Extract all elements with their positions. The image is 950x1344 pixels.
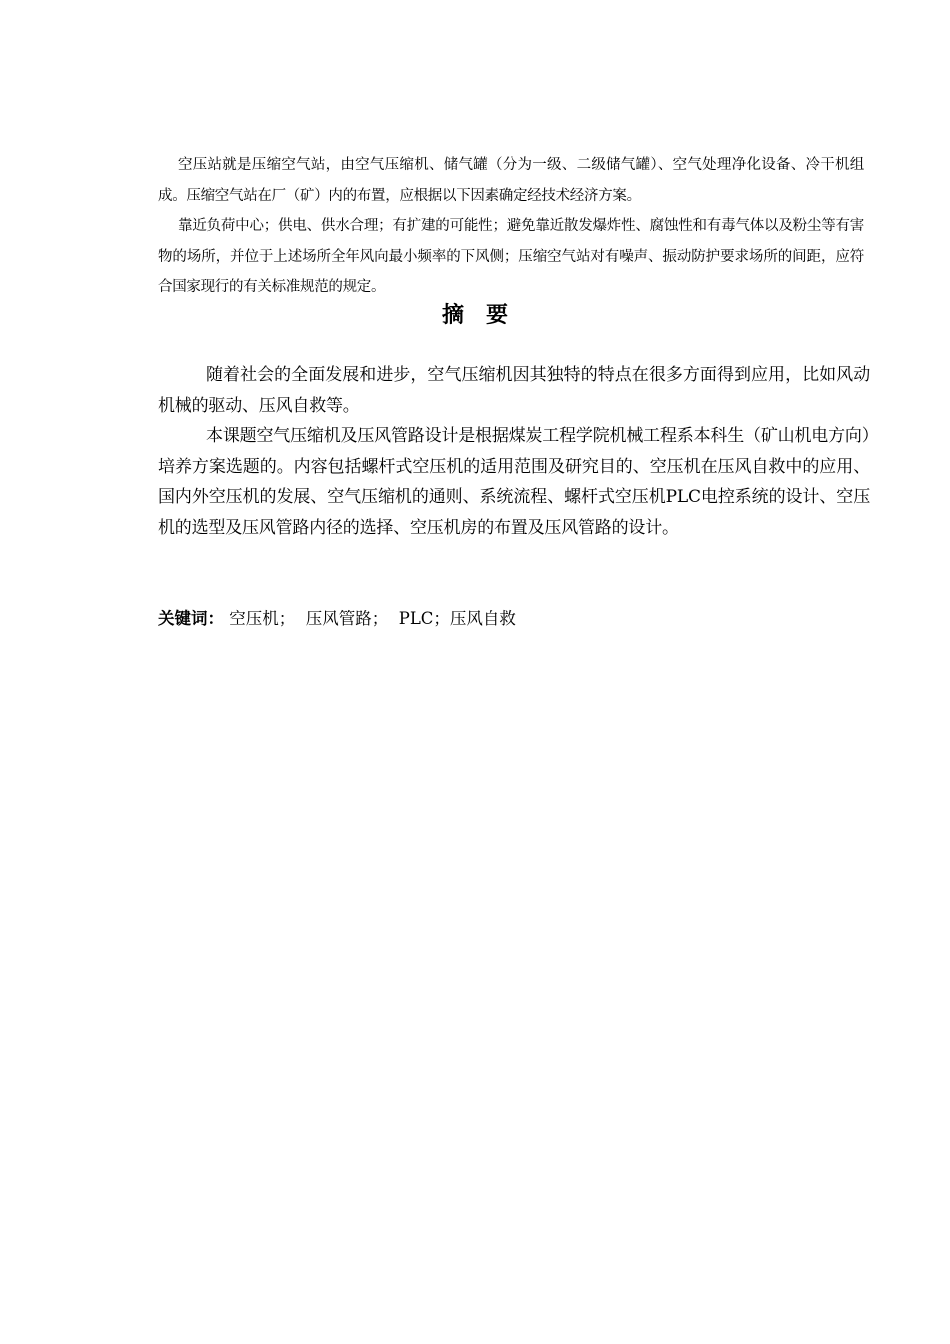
intro-paragraph-2: 靠近负荷中心；供电、供水合理；有扩建的可能性；避免靠近散发爆炸性、腐蚀性和有毒气体以及粉尘等有害物的场所，并位于上述场所全年风向最小频率的下风侧；压缩空气站对有噪声、振动防护要求场所的间距，应符合国家现行的有关标准规范的规定。 [158, 218, 864, 295]
keywords-label: 关键词： [158, 609, 224, 628]
intro-section [158, 150, 864, 303]
keywords-line [158, 604, 870, 634]
keywords-values: 空压机； 压风管路； PLC；压风自救 [224, 609, 516, 628]
abstract-body [158, 360, 870, 543]
abstract-title: 摘要 [441, 303, 530, 328]
abstract-paragraph-2: 本课题空气压缩机及压风管路设计是根据煤炭工程学院机械工程系本科生（矿山机电方向）培养方案选题的。内容包括螺杆式空压机的适用范围及研究目的、空压机在压风自救中的应用、国内外空压机的发展、空气压缩机的通则、系统流程、螺杆式空压机PLC电控系统的设计、空压机的选型及压风管路内径的选择、空压机房的布置及压风管路的设计。 [158, 426, 870, 538]
abstract-paragraph-1: 随着社会的全面发展和进步，空气压缩机因其独特的特点在很多方面得到应用，比如风动机械的驱动、压风自救等。 [158, 365, 870, 416]
intro-paragraph-1: 空压站就是压缩空气站，由空气压缩机、储气罐（分为一级、二级储气罐）、空气处理净化设备、冷干机组成。压缩空气站在厂（矿）内的布置，应根据以下因素确定经技术经济方案。 [158, 157, 864, 204]
